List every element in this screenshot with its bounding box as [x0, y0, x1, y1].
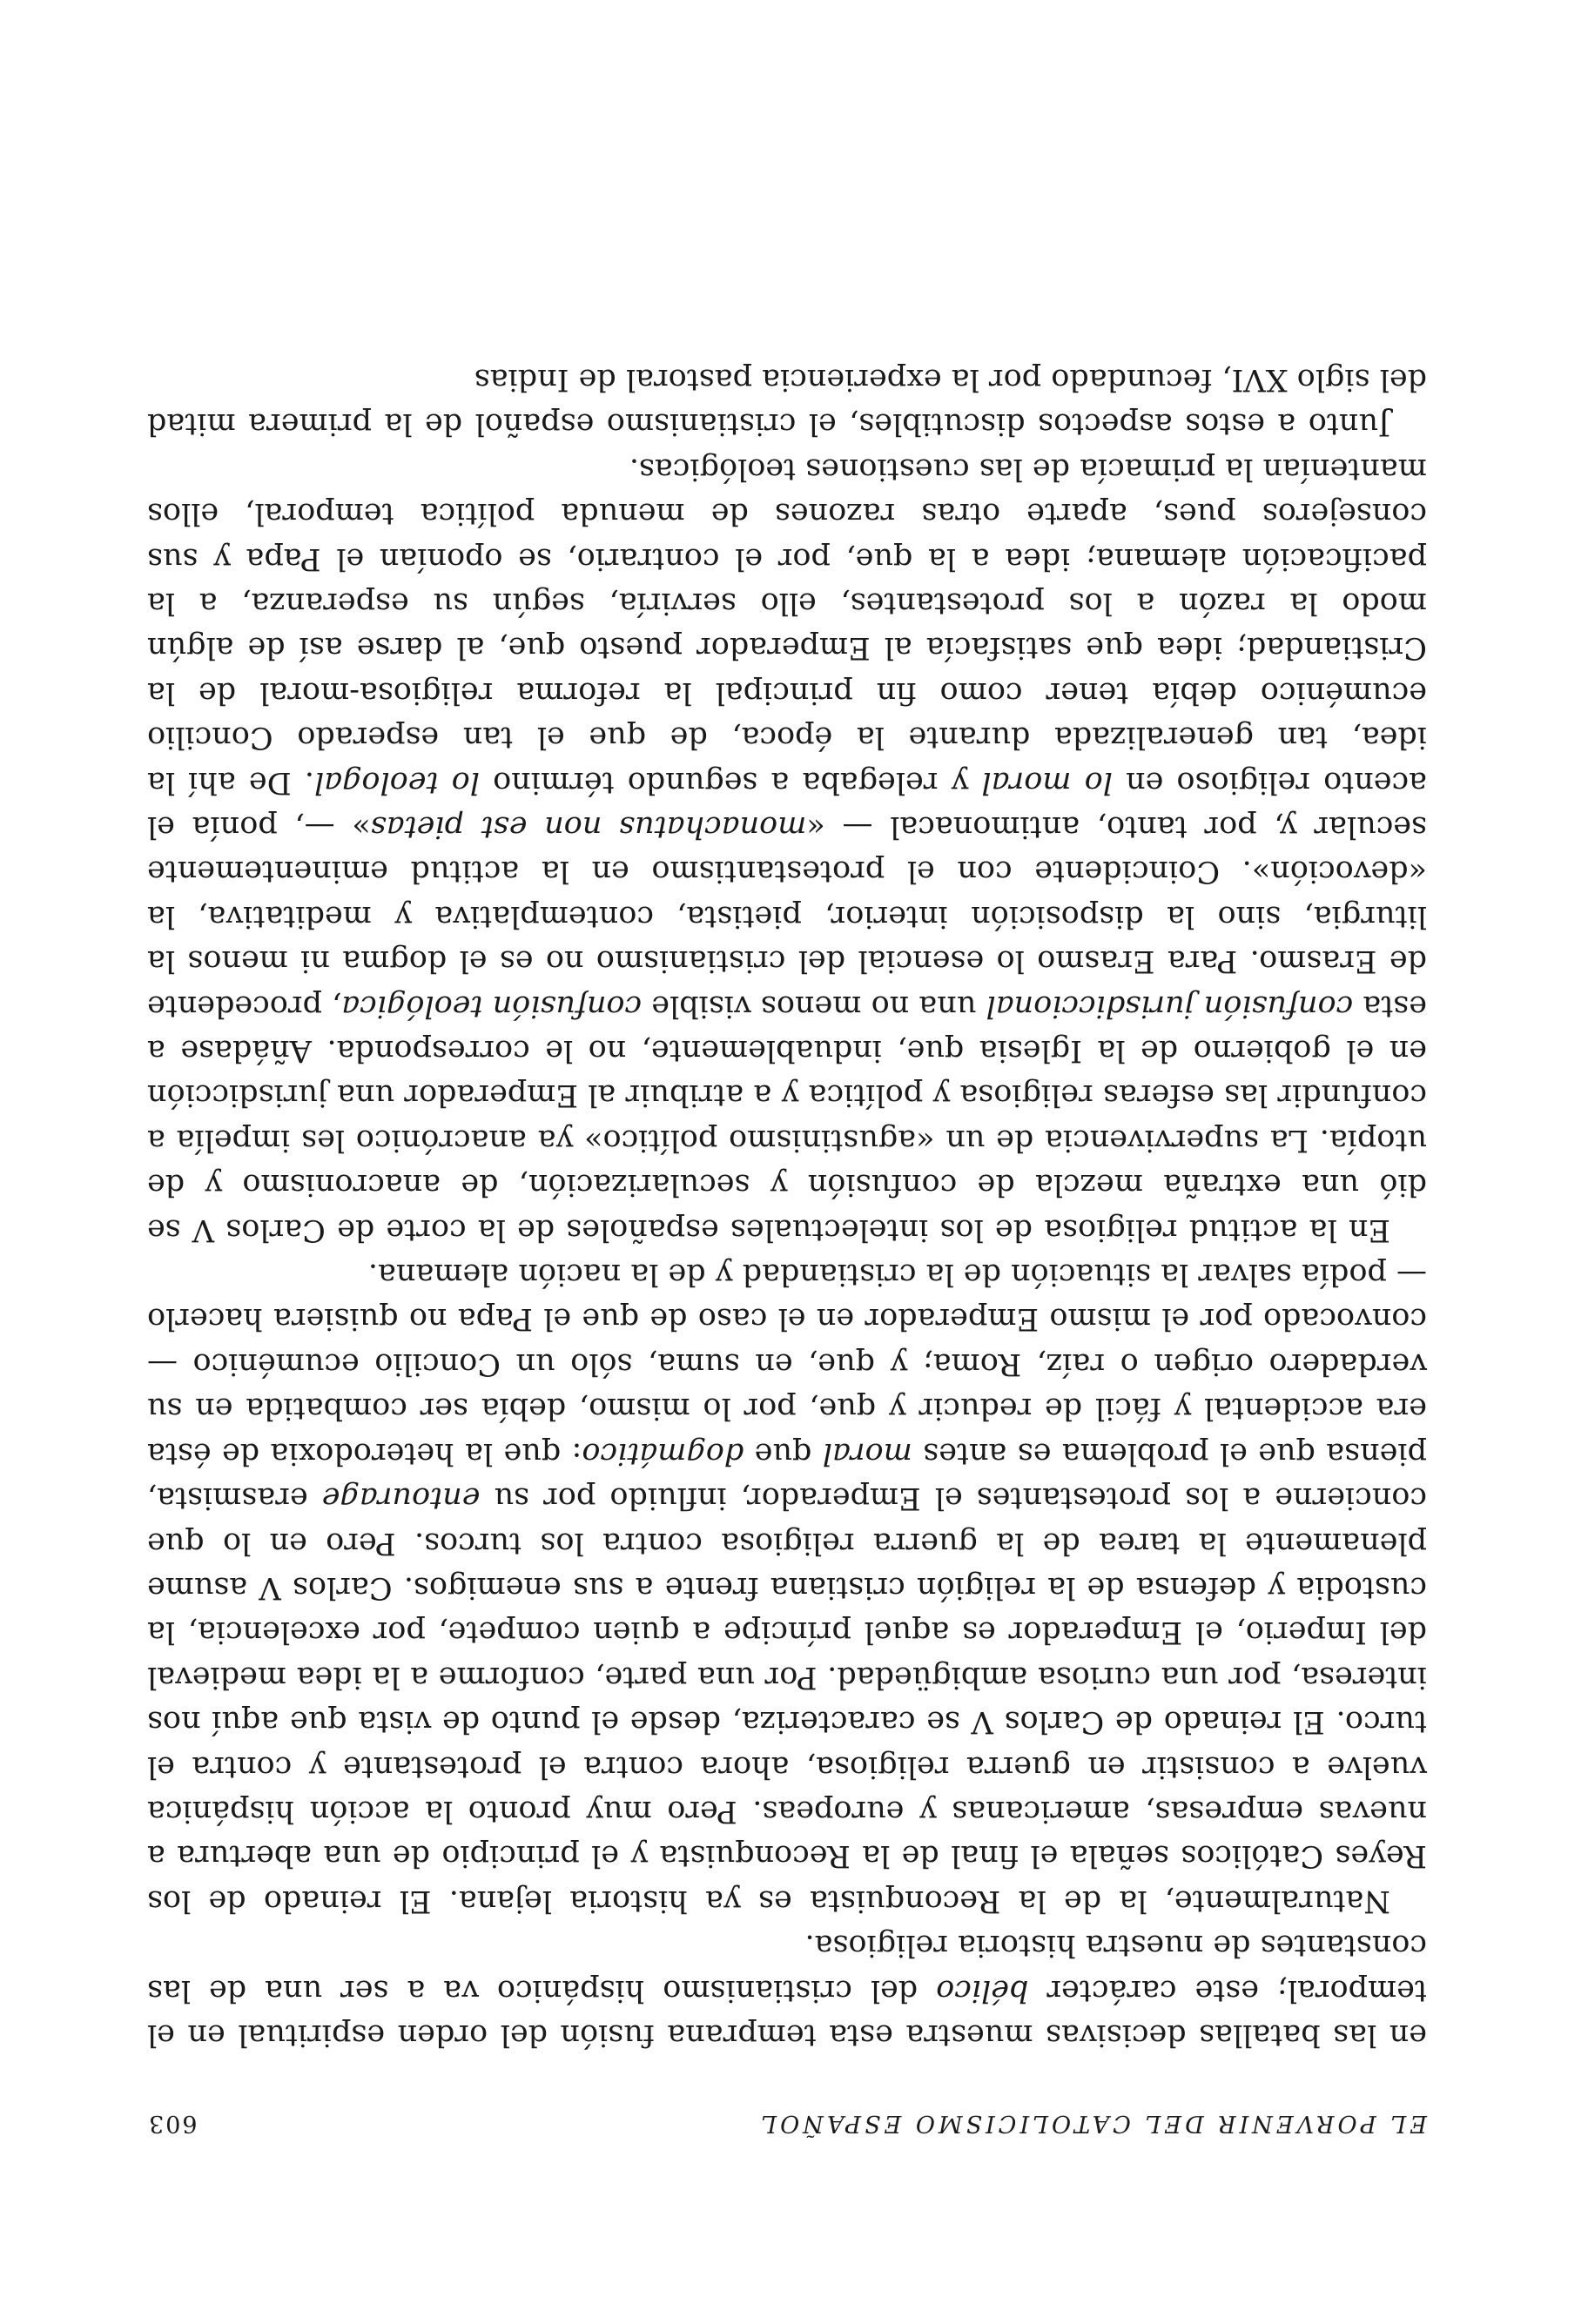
text-span: en las batallas decisivas muestra esta temprana fusión del orden espiritual en el temporal; este carácter [147, 1972, 1427, 2052]
italic-text-span: moral [822, 1435, 912, 1471]
text-span: En la actitud religiosa de los intelectuales españoles de la corte de Carlos V se dió una extraña mezcla de confusión y secularización, de anacronismo y de utopía. La supervivencia de un «agustinismo político» ya anacrónico les impelía a confundir las esferas religiosa y política y a atribuir al Emperador una jurisdicción en el gobierno de la Iglesia que, induablemente, no le corresponda. Añádase a esta [147, 988, 1427, 1247]
paragraph-3 [147, 446, 1427, 1251]
running-header [147, 2088, 1427, 2137]
running-title: EL PORVENIR DEL CATOLICISMO ESPAÑOL [757, 2110, 1427, 2137]
text-span: erasmista, piensa que el problema es antes [147, 1435, 1427, 1516]
paragraph-4 [147, 357, 1427, 447]
text-span: Junto a estos aspectos discutibles, el cristianismo español de la primera mitad del siglo XVI, fecundado por la experiencia pastoral de Indias [147, 361, 1427, 442]
italic-text-span: confusión teológica [341, 988, 643, 1024]
text-span: una no menos visible [642, 988, 986, 1024]
paragraph-1 [147, 1923, 1427, 2057]
text-span: Naturalmente, la de la Reconquista es ya historia lejana. El reinado de los Reyes Católicos señala el final de la Reconquista y el principio de una abertura a nuevas empresas, americanas y europeas. Pero muy pronto la acción hispánica vuelve a consistir en guerra religiosa, ahora contra el protestante y contra el turco. El reinado de Carlos V se caracteriza, desde el punto de vista que aquí nos interesa, por una curiosa ambigüedad. Por una parte, conforme a la idea medieval del Imperio, el Emperador es aquel príncipe a quien compete, por excelencia, la custodia y defensa de la religión cristiana frente a sus enemigos. Carlos V asume plenamente la tarea de la guerra religiosa contra los turcos. Pero en lo que concierne a los protestantes el Emperador, influido por su [147, 1481, 1427, 1918]
book-page [147, 357, 1427, 2137]
italic-text-span: lo moral [981, 764, 1113, 800]
text-span: y relegaba a segundo término [479, 764, 982, 800]
italic-text-span: bélico [936, 1972, 1029, 2008]
italic-text-span: monachatus non est pietas [370, 809, 807, 845]
body-text [147, 357, 1427, 2057]
text-span: , procedente de Erasmo. Para Erasmo lo esencial del cristianismo no es el dogma ni menos la liturgia, sino la disposición interior, pietista, contemplativa y meditativa, la «devoción». Coincidente con el protestantismo en la actitud eminentemente secular y, por tanto, antimonacal — « [147, 809, 1427, 1024]
text-span: del cristianismo hispánico va a ser una de las constantes de nuestra historia religiosa. [147, 1928, 1427, 2008]
text-span: : que la heterodoxia de ésta era accidental y fácil de reducir y que, por lo mismo, debía ser combatida en su verdadero origen o raíz, Roma; y que, en suma, sólo un Concilio ecuménico — convocado por el mismo Emperador en el caso de que el Papa no quisiera hacerlo — podía salvar la situación de la cristiandad y de la nación alemana. [147, 1257, 1427, 1471]
italic-text-span: entourage [321, 1481, 481, 1516]
text-span: . De ahí la idea, tan generalizada durante la época, de que el tan esperado Concilio ecuménico debía tener como fin principal la reforma religiosa-moral de la Cristiandad; idea que satisfacía al Emperador puesto que, al darse así de algún modo la razón a los protestantes, ello serviría, según su esperanza, a la pacificación alemana; idea a la que, por el contrario, se oponían el Papa y sus consejeros pues, aparte otras razones de menuda política temporal, ellos mantenían la primacía de las cuestiones teológicas. [147, 451, 1427, 800]
paragraph-2 [147, 1252, 1427, 1923]
italic-text-span: lo teologal [314, 764, 480, 800]
italic-text-span: confusión jurisdiccional [986, 988, 1354, 1024]
italic-text-span: dogmático [582, 1435, 744, 1471]
text-span: que [744, 1435, 823, 1471]
page-number: 603 [147, 2110, 198, 2137]
text-span: » —, ponía el acento religioso en [147, 764, 1427, 845]
